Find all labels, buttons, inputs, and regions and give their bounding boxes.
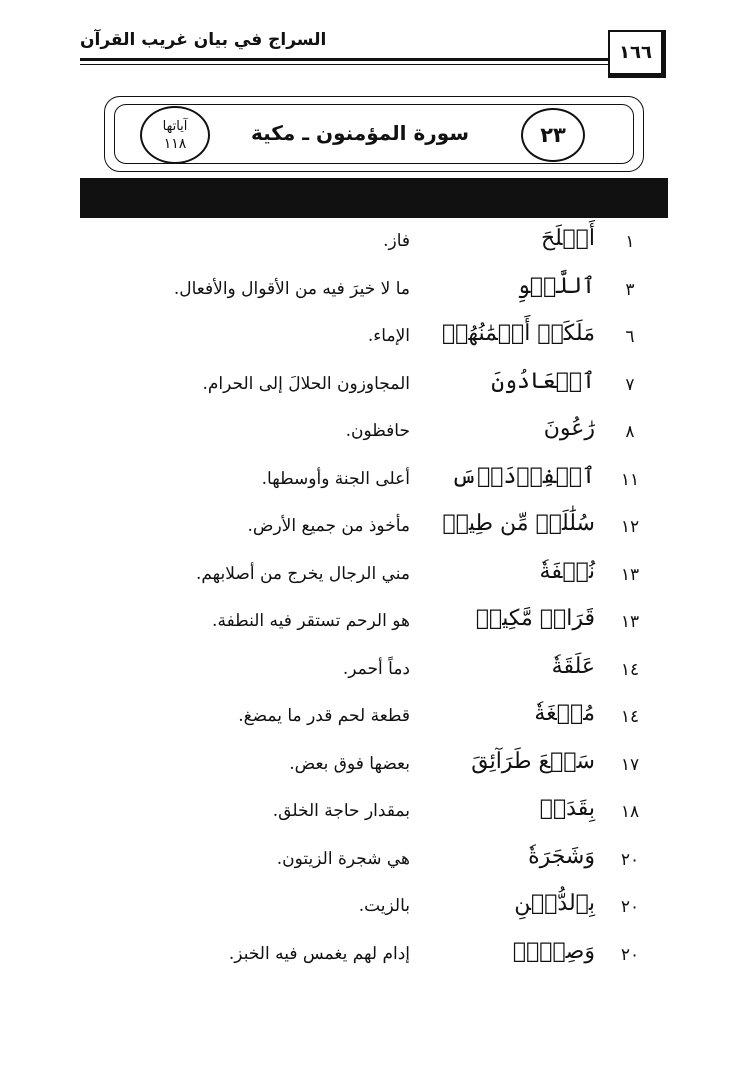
verse-number: ٧: [625, 374, 635, 395]
word-meaning: دماً أحمر.: [342, 658, 410, 679]
surah-name: سورة المؤمنون ـ مكية: [250, 121, 470, 145]
surah-number-badge: ٢٣: [521, 108, 585, 162]
ayat-count-value: ١١٨: [163, 135, 187, 152]
quran-word: بِٱلدُّهۡنِ: [514, 891, 595, 916]
word-meaning: بالزيت.: [358, 896, 410, 916]
glossary-entry: [0, 412, 755, 460]
glossary-entry: [0, 935, 755, 983]
quran-word: مَلَكَتۡ أَيۡمَٰنُهُمۡ: [441, 321, 595, 346]
book-title: السراج في بيان غريب القرآن: [80, 30, 327, 50]
verse-number: ٨: [625, 422, 635, 442]
quran-word: ٱلۡعَادُونَ: [491, 368, 595, 394]
verse-number: ٢٠: [620, 897, 640, 917]
verse-number: ١٣: [620, 612, 640, 632]
glossary-entry: [0, 270, 755, 318]
verse-number: ١٣: [620, 564, 640, 585]
glossary-entry: [0, 460, 755, 508]
verse-number: ٢٠: [620, 849, 640, 870]
glossary-entry: [0, 507, 755, 555]
word-meaning: مأخوذ من جميع الأرض.: [247, 516, 410, 536]
verse-number: ١٤: [620, 659, 640, 680]
verse-number: ٣: [625, 279, 635, 300]
word-meaning: فاز.: [383, 231, 410, 251]
quran-word: وَشَجَرَةٗ: [528, 843, 595, 869]
word-meaning: المجاوزون الحلالَ إلى الحرام.: [202, 373, 410, 394]
quran-word: وَصِبۡغٖ: [512, 938, 595, 964]
glossary-entry: [0, 650, 755, 698]
quran-word: ٱللَّغۡوِ: [517, 273, 595, 299]
word-meaning: الإماء.: [367, 326, 410, 346]
glossary-entry: [0, 317, 755, 365]
verse-number: ١٧: [620, 754, 640, 775]
glossary-entry: [0, 365, 755, 413]
ayat-count-badge: [140, 106, 210, 164]
verse-number: ١: [625, 232, 635, 252]
quran-word: سُلَٰلَةٖ مِّن طِينٖ: [442, 511, 595, 536]
word-meaning: قطعة لحم قدر ما يمضغ.: [238, 706, 410, 726]
word-meaning: إدام لهم يغمس فيه الخبز.: [228, 943, 410, 964]
verse-number: ١٨: [620, 802, 640, 822]
quran-word: قَرَارٖ مَّكِينٖ: [475, 606, 595, 631]
ayat-count-label: آياتها: [162, 118, 188, 134]
quran-word: رَٰعُونَ: [543, 416, 595, 441]
verse-number: ٢٠: [620, 944, 640, 965]
verse-number: ٦: [625, 327, 635, 347]
quran-word: ٱلۡفِرۡدَوۡسَ: [451, 463, 595, 489]
glossary-list: [0, 222, 755, 982]
glossary-entry: [0, 222, 755, 270]
word-meaning: بعضها فوق بعض.: [289, 753, 410, 774]
verse-number: ١٢: [620, 517, 640, 537]
quran-word: سَبۡعَ طَرَآئِقَ: [471, 748, 595, 774]
header-rule-thin: [80, 64, 610, 65]
word-meaning: أعلى الجنة وأوسطها.: [261, 468, 410, 489]
word-meaning: بمقدار حاجة الخلق.: [272, 801, 410, 821]
quran-word: عَلَقَةٗ: [551, 653, 595, 679]
verse-number: ١٤: [620, 707, 640, 727]
word-meaning: مني الرجال يخرج من أصلابهم.: [195, 563, 410, 584]
header-rule: [80, 58, 610, 61]
quran-word: مُضۡغَةٗ: [534, 701, 595, 726]
glossary-entry: [0, 745, 755, 793]
section-band: [80, 178, 668, 218]
quran-word: نُطۡفَةٗ: [539, 558, 595, 584]
word-meaning: هي شجرة الزيتون.: [276, 848, 410, 869]
quran-word: أَفۡلَحَ: [540, 226, 595, 251]
glossary-entry: [0, 602, 755, 650]
word-meaning: ما لا خيرَ فيه من الأقوال والأفعال.: [173, 278, 410, 299]
glossary-entry: [0, 840, 755, 888]
verse-number: ١١: [620, 469, 640, 490]
glossary-entry: [0, 887, 755, 935]
word-meaning: حافظون.: [345, 421, 410, 441]
word-meaning: هو الرحم تستقر فيه النطفة.: [212, 611, 410, 631]
glossary-entry: [0, 555, 755, 603]
quran-word: بِقَدَرٖ: [539, 796, 595, 821]
glossary-entry: [0, 792, 755, 840]
page-number: ١٦٦: [608, 30, 666, 78]
glossary-entry: [0, 697, 755, 745]
